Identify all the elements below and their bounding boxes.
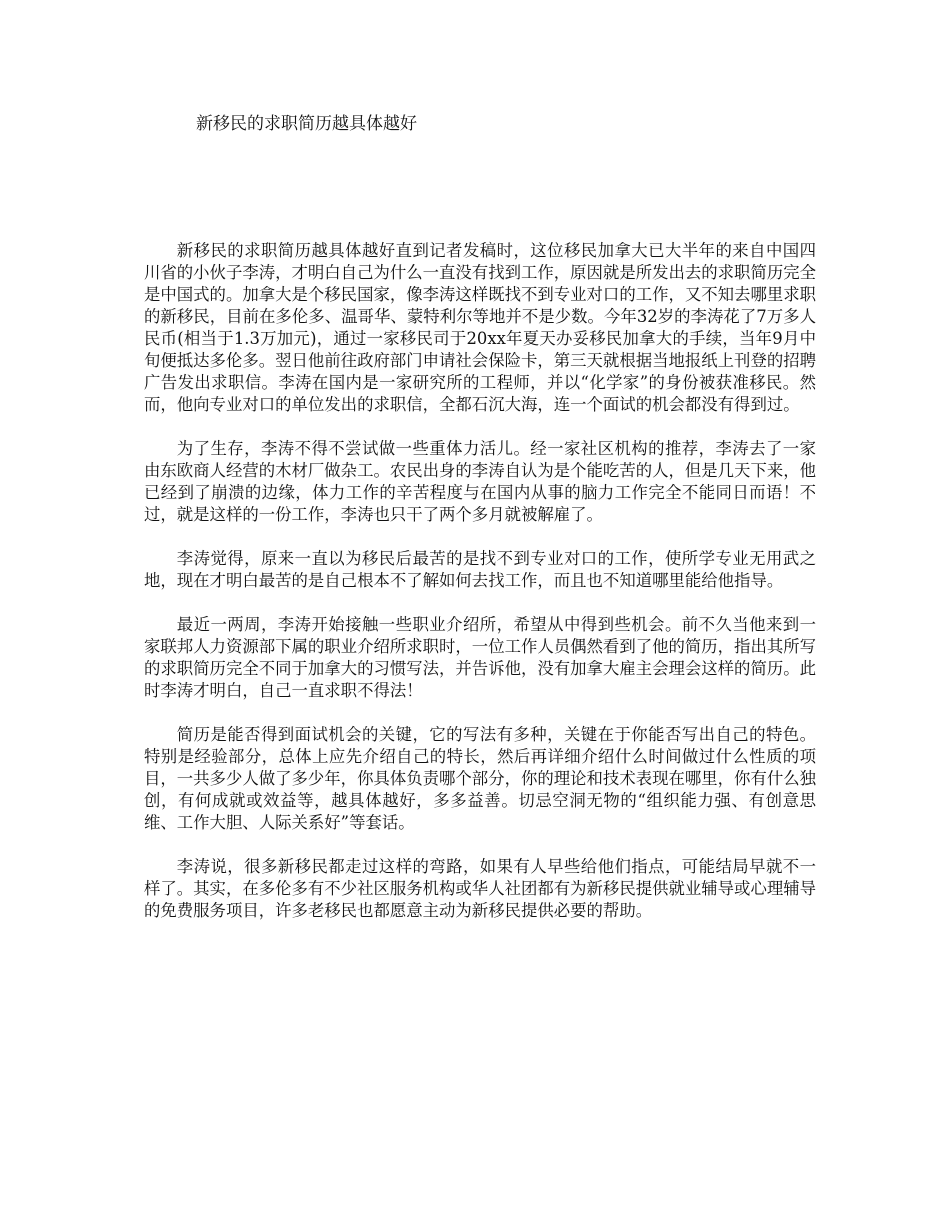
- paragraph-survival-work: 为了生存，李涛不得不尝试做一些重体力活儿。经一家社区机构的推荐，李涛去了一家由东欧商人经营的木材厂做杂工。农民出身的李涛自认为是个能吃苦的人，但是几天下来，他已经到了崩溃的边缘，体力工作的辛苦程度与在国内从事的脑力工作完全不能同日而语！不过，就是这样的一份工作，李涛也只干了两个多月就被解雇了。: [144, 439, 817, 524]
- paragraph-realization: 李涛觉得，原来一直以为移民后最苦的是找不到专业对口的工作，使所学专业无用武之地，现在才明白最苦的是自己根本不了解如何去找工作，而且也不知道哪里能给他指导。: [144, 549, 816, 590]
- paragraph-employment-agency: 最近一两周，李涛开始接触一些职业介绍所，希望从中得到些机会。前不久当他来到一家联邦人力资源部下属的职业介绍所求职时，一位工作人员偶然看到了他的简历，指出其所写的求职简历完全不同于加拿大的习惯写法，并告诉他，没有加拿大雇主会理会这样的简历。此时李涛才明白，自己一直求职不得法！: [144, 615, 817, 700]
- document-title: 新移民的求职简历越具体越好: [196, 114, 417, 134]
- paragraph-intro: 新移民的求职简历越具体越好直到记者发稿时，这位移民加拿大已大半年的来自中国四川省的小伙子李涛，才明白自己为什么一直没有找到工作，原因就是所发出去的求职简历完全是中国式的。加拿大是个移民国家，像李涛这样既找不到专业对口的工作，又不知去哪里求职的新移民，目前在多伦多、温哥华、蒙特利尔等地并不是少数。今年32岁的李涛花了7万多人民币(相当于1.3万加元)，通过一家移民司于20xx年夏天办妥移民加拿大的手续，当年9月中旬便抵达多伦多。翌日他前往政府部门申请社会保险卡，第三天就根据当地报纸上刊登的招聘广告发出求职信。李涛在国内是一家研究所的工程师，并以“化学家”的身份被获准移民。然而，他向专业对口的单位发出的求职信，全都石沉大海，连一个面试的机会都没有得到过。: [144, 241, 817, 414]
- document-body: [144, 240, 816, 944]
- paragraph-resume-advice: 简历是能否得到面试机会的关键，它的写法有多种，关键在于你能否写出自己的特色。特别是经验部分，总体上应先介绍自己的特长，然后再详细介绍什么时间做过什么性质的项目，一共多少人做了多少年，你具体负责哪个部分，你的理论和技术表现在哪里，你有什么独创，有何成就或效益等，越具体越好，多多益善。切忌空洞无物的“组织能力强、有创意思维、工作大胆、人际关系好”等套话。: [144, 725, 817, 832]
- paragraph-conclusion: 李涛说，很多新移民都走过这样的弯路，如果有人早些给他们指点，可能结局早就不一样了。其实，在多伦多有不少社区服务机构或华人社团都有为新移民提供就业辅导或心理辅导的免费服务项目，许多老移民也都愿意主动为新移民提供必要的帮助。: [144, 857, 817, 920]
